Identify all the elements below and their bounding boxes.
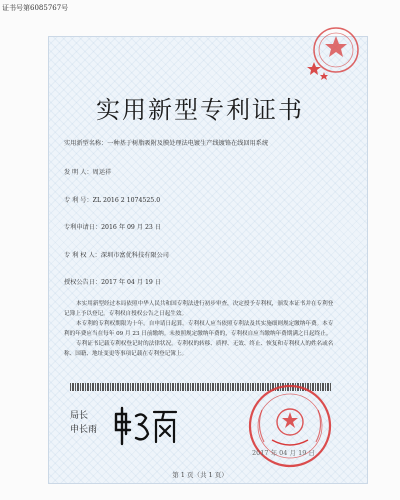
certificate-title: 实用新型专利证书 [96,96,304,124]
director-title-label: 局长 [70,411,89,421]
page-footer: 第 1 页（共 1 页） [172,471,228,479]
handwritten-signature [112,404,180,448]
patent-number-field: 专 利 号：ZL 2016 2 1074525.0 [64,197,161,204]
red-seal-icon [300,22,364,86]
stamp-date: 2017 年 04 月 19 日 [252,449,315,457]
certificate-number: 证书号第6085767号 [2,4,69,12]
inventor-field: 发 明 人：周运祥 [64,169,112,176]
grant-date-field: 授权公告日：2017 年 04 月 19 日 [64,279,162,286]
patentee-field: 专 利 权 人：深圳市富优科技有限公司 [64,252,169,259]
utility-name-field: 实用新型名称：一种基于树脂吸附及膜处理法电镀生产线镀铬在线回用系统 [64,140,269,147]
filing-date-field: 专利申请日：2016 年 09 月 23 日 [64,224,162,231]
body-paragraph: 专利证书记载专利权登记时的法律状况。专利权的转移、质押、无效、终止、恢复和专利权人的姓名或名称、国籍、地址变更等事项记载在专利登记簿上。 [64,341,334,357]
official-seal-icon [232,380,340,476]
director-name-label: 申长雨 [70,425,98,435]
body-paragraph: 本专利的专利权期限为十年，自申请日起算。专利权人应当依照专利法及其实施细则规定缴纳年费。本专利的年费应当在每年 09 月 23 日前缴纳。未按照规定缴纳年费的，专利权自应当缴纳年费期满之日起终止。 [64,321,334,337]
certificate-body [64,299,336,359]
body-paragraph: 本实用新型经过本局依照中华人民共和国专利法进行初步审查，决定授予专利权，颁发本证书并在专利登记簿上予以登记。专利权自授权公告之日起生效。 [64,301,334,317]
